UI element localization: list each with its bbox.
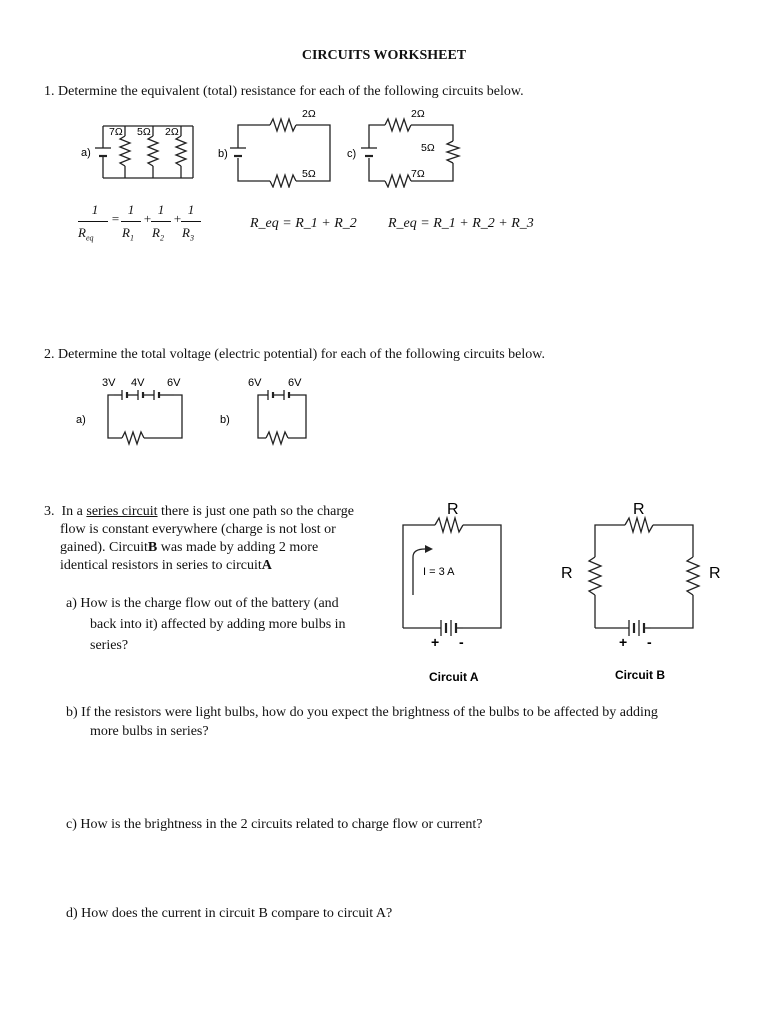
circuit-3b-top-resistor-label: R [633,501,645,518]
q3-line-3: gained). CircuitB was made by adding 2 more [60,540,319,555]
fraction-bar [78,221,108,222]
circuit-2a-diagram [74,373,194,453]
circuit-3b-caption: Circuit B [615,668,666,682]
formula-plus: + [143,211,152,226]
fraction-bar [151,221,171,222]
formula-plus: + [173,211,182,226]
q3a-line-3: series? [90,638,129,653]
resistor-1a-r2-label: 5Ω [137,126,151,138]
circuit-1c-diagram [345,103,470,188]
q3-line-2: flow is constant everywhere (charge is not lost or [60,522,336,537]
circuit-3b-plus-sign: + [619,634,628,650]
underlined-term-series-circuit: series circuit [86,504,158,519]
q3b-line-2: more bulbs in series? [90,724,209,739]
battery-2a-v1-label: 3V [102,377,116,389]
circuit-1a-diagram [75,118,200,188]
formula-parallel [74,200,214,260]
q3-line-4: identical resistors in series to circuitA [60,558,272,573]
question-2-text: 2. Determine the total voltage (electric potential) for each of the following circuits below. [44,347,545,362]
q3a-line-2: back into it) affected by adding more bulbs in [90,617,346,632]
circuit-3b-diagram [555,495,735,695]
q3-line-1: 3. In a series circuit there is just one path so the charge [44,504,354,519]
formula-denominator-r3: $R_3$ [182,225,194,243]
question-3b [66,703,746,741]
resistor-1c-right-label: 5Ω [421,142,435,154]
q3a-line-1: a) How is the charge flow out of the battery (and [66,596,339,611]
formula-denominator-r2: $R_2$ [152,225,164,243]
circuit-3a-minus-sign: - [459,634,464,650]
formula-denominator-req: $R_{eq}$ [78,225,94,243]
formula-numerator: 1 [91,202,99,217]
circuit-1b-diagram [212,103,337,188]
circuit-3b-right-resistor-label: R [709,565,721,582]
formula-denominator-r1: $R_1$ [122,225,134,243]
battery-2a-v2-label: 4V [131,377,145,389]
circuit-2b-diagram [218,373,318,453]
circuit-2a-label: a) [76,414,86,426]
circuit-3a-plus-sign: + [431,634,440,650]
fraction-bar [121,221,141,222]
resistor-1a-r3-label: 2Ω [165,126,179,138]
resistor-1c-top-label: 2Ω [411,108,425,120]
question-3d: d) How does the current in circuit B compare to circuit A? [66,906,393,921]
battery-2b-v1-label: 6V [248,377,262,389]
battery-2a-v3-label: 6V [167,377,181,389]
circuit-1c-label: c) [347,148,357,160]
circuit-2b-label: b) [220,414,230,426]
circuit-1b-label: b) [218,148,228,160]
formula-numerator: 1 [157,202,165,217]
resistor-1a-r1-label: 7Ω [109,126,123,138]
formula-equals: = [111,211,120,226]
circuit-3b-minus-sign: - [647,634,652,650]
resistor-1b-bottom-label: 5Ω [302,168,316,180]
question-3c: c) How is the brightness in the 2 circuits related to charge flow or current? [66,817,483,832]
battery-2b-v2-label: 6V [288,377,302,389]
formula-numerator: 1 [127,202,135,217]
q3b-line-1: b) If the resistors were light bulbs, how do you expect the brightness of the bulbs to be affected by adding [66,705,658,720]
circuit-3a-resistor-label: R [447,501,459,518]
formula-series-c: R_eq = R_1 + R_2 + R_3 [388,216,534,231]
circuit-3b-left-resistor-label: R [561,565,573,582]
circuit-1a-label: a) [81,147,91,159]
formula-numerator: 1 [187,202,195,217]
circuit-3a-current-label: I = 3 A [423,566,455,578]
resistor-1c-bottom-label: 7Ω [411,168,425,180]
question-3a [66,593,386,656]
page-title: CIRCUITS WORKSHEET [301,48,467,63]
question-3-intro [44,503,394,575]
question-1-text: 1. Determine the equivalent (total) resistance for each of the following circuits below. [44,84,524,99]
resistor-1b-top-label: 2Ω [302,108,316,120]
formula-series-b: R_eq = R_1 + R_2 [250,216,357,231]
circuit-3a-caption: Circuit A [429,670,479,684]
fraction-bar [181,221,201,222]
circuit-3a-diagram [395,495,515,695]
